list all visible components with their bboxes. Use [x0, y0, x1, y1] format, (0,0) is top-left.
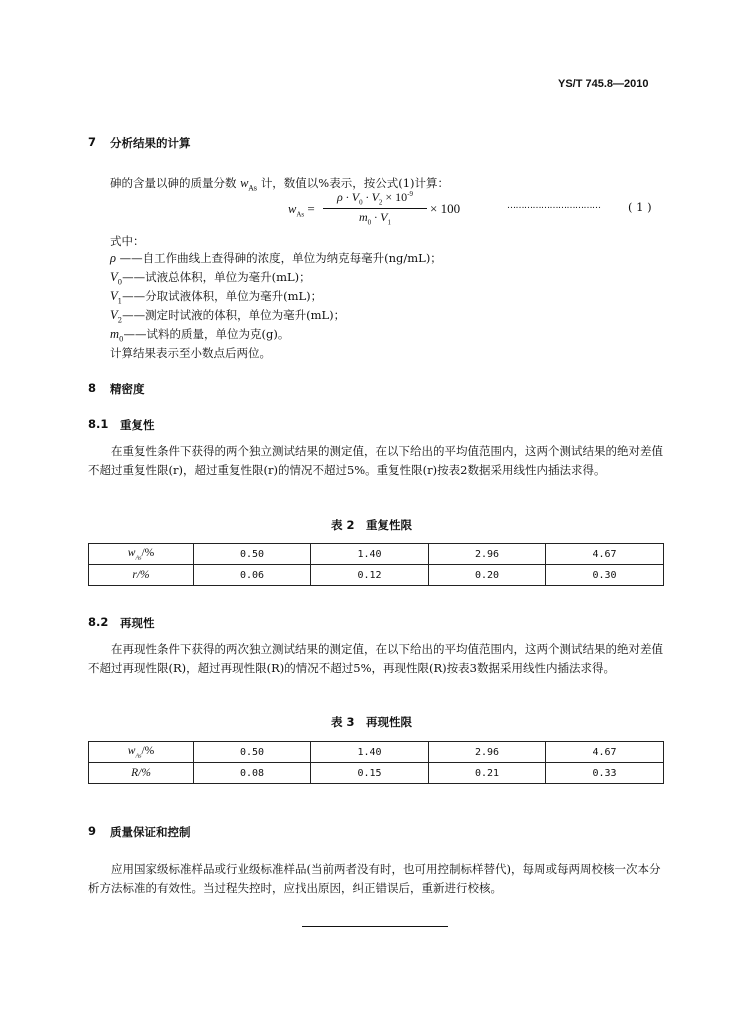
section-7-title: 分析结果的计算 [110, 136, 191, 150]
def-subscript: 1 [117, 297, 123, 306]
row-label-repeatability-limit: r/% [89, 565, 194, 586]
table-3-reproducibility [88, 741, 664, 784]
def-symbol: ρ [110, 251, 116, 265]
table-cell: 0.21 [429, 763, 546, 784]
table-cell: 0.20 [429, 565, 546, 586]
section-8-2-title: 再现性 [120, 616, 155, 630]
denominator-part1: m [358, 210, 368, 224]
def-symbol: V [110, 270, 118, 284]
table-cell: 0.50 [194, 742, 311, 763]
section-9-title: 质量保证和控制 [110, 825, 191, 839]
end-of-document-rule [302, 926, 448, 927]
def-text: ——分取试液体积，单位为毫升(mL)； [122, 289, 323, 303]
table-cell: 0.33 [546, 763, 664, 784]
section-8-1-title: 重复性 [120, 418, 155, 432]
table-row [89, 742, 664, 763]
section-7-number: 7 [88, 135, 97, 149]
numerator-sub2: 2 [378, 198, 383, 207]
where-label: 式中： [110, 234, 145, 248]
formula-leader-dots: …………………………… [507, 201, 601, 211]
formula-lhs-symbol: w [288, 202, 297, 216]
section-9-number: 9 [88, 824, 97, 838]
def-text: ——测定时试液的体积，单位为毫升(mL)； [122, 308, 346, 322]
numerator-sub1: 0 [359, 198, 363, 207]
table-2-repeatability [88, 543, 664, 586]
table-cell: 2.96 [429, 544, 546, 565]
label-subscript: As [135, 753, 142, 760]
table-cell: 0.08 [194, 763, 311, 784]
table-cell: 4.67 [546, 544, 664, 565]
intro-text: 砷的含量以砷的质量分数 [110, 176, 237, 190]
formula-lhs [288, 201, 315, 219]
denominator-part2: · V [371, 210, 388, 224]
def-rho [110, 250, 442, 266]
formula-numerator [322, 190, 428, 206]
table-cell: 0.06 [194, 565, 311, 586]
def-symbol: m [110, 327, 120, 341]
row-label-mass-fraction [89, 544, 194, 565]
section-8-number: 8 [88, 381, 97, 395]
fraction-bar [323, 208, 427, 209]
table-cell: 0.15 [311, 763, 429, 784]
formula-times-100: × 100 [430, 201, 461, 216]
repeatability-paragraph: 在重复性条件下获得的两个独立测试结果的测定值，在以下给出的平均值范围内，这两个测试结果的绝对差值不超过重复性限(r)，超过重复性限(r)的情况不超过5%。重复性限(r)按表2数据采用线性内插法求得。 [88, 444, 663, 477]
standard-number: YS/T 745.8—2010 [558, 78, 649, 90]
section-8-2-number: 8.2 [88, 615, 109, 629]
formula-equals: = [307, 201, 315, 216]
table-row [89, 544, 664, 565]
formula-number: ( 1 ) [628, 200, 652, 214]
intro-variable-subscript: As [248, 184, 258, 193]
def-v1 [110, 288, 322, 305]
row-label-mass-fraction [89, 742, 194, 763]
def-text: ——试液总体积，单位为毫升(mL)； [122, 270, 311, 284]
denominator-sub1: 0 [367, 218, 372, 227]
section-8-1-number: 8.1 [88, 417, 109, 431]
numerator-part2: · V [362, 190, 379, 204]
result-precision-note: 计算结果表示至小数点后两位。 [110, 346, 271, 360]
denominator-sub2: 1 [387, 218, 391, 227]
table-cell: 1.40 [311, 544, 429, 565]
table-cell: 0.30 [546, 565, 664, 586]
def-symbol: V [110, 308, 118, 322]
def-text: ——自工作曲线上查得砷的浓度，单位为纳克每毫升(ng/mL)； [116, 251, 442, 265]
def-subscript: 0 [117, 278, 123, 287]
table-row [89, 565, 664, 586]
reproducibility-paragraph: 在再现性条件下获得的两次独立测试结果的测定值，在以下给出的平均值范围内，这两个测试结果的绝对差值不超过再现性限(R)，超过再现性限(R)的情况不超过5%，再现性限(R)按表3数据采用线性内插法求得。 [88, 642, 663, 675]
label-symbol: w [127, 744, 136, 757]
numerator-times: × 10 [382, 190, 408, 204]
table-3-caption: 表 3 再现性限 [331, 715, 413, 729]
label-unit: /% [141, 546, 155, 559]
intro-variable: w [240, 176, 249, 190]
table-2-caption: 表 2 重复性限 [331, 518, 413, 532]
def-v2 [110, 307, 345, 324]
row-label-reproducibility-limit: R/% [89, 763, 194, 784]
numerator-part1: ρ · V [336, 190, 360, 204]
table-cell: 0.50 [194, 544, 311, 565]
def-v0 [110, 269, 311, 286]
def-subscript: 2 [117, 316, 123, 325]
table-cell: 2.96 [429, 742, 546, 763]
table-cell: 4.67 [546, 742, 664, 763]
label-subscript: As [135, 555, 142, 562]
table-row [89, 763, 664, 784]
label-unit: /% [141, 744, 155, 757]
def-text: ——试料的质量，单位为克(g)。 [123, 327, 290, 341]
def-subscript: 0 [119, 335, 124, 344]
table-cell: 0.12 [311, 565, 429, 586]
def-m0 [110, 326, 289, 343]
table-cell: 1.40 [311, 742, 429, 763]
formula-denominator [322, 210, 428, 226]
def-symbol: V [110, 289, 118, 303]
numerator-exponent: -9 [407, 190, 414, 198]
label-symbol: w [127, 546, 136, 559]
section-8-title: 精密度 [110, 382, 145, 396]
intro-text-end: 计，数值以%表示，按公式(1)计算： [260, 176, 450, 190]
quality-control-paragraph: 应用国家级标准样品或行业级标准样品(当前两者没有时，也可用控制标样替代)，每周或每两周校核一次本分析方法标准的有效性。当过程失控时，应找出原因，纠正错误后，重新进行校核。 [88, 862, 661, 895]
formula-lhs-subscript: As [296, 210, 305, 219]
